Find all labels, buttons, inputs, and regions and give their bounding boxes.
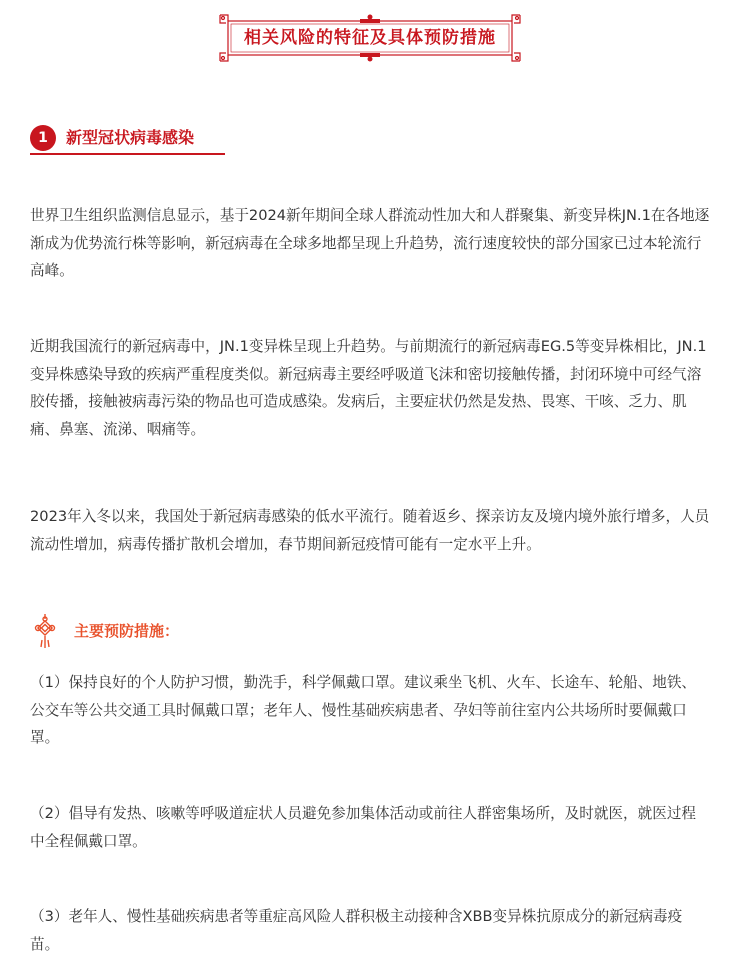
prevention-item-2: （2）倡导有发热、咳嗽等呼吸道症状人员避免参加集体活动或前往人群密集场所，及时就医，就医过程中全程佩戴口罩。 (30, 805, 697, 850)
section-heading (30, 123, 225, 157)
prevention-item-3: （3）老年人、慢性基础疾病患者等重症高风险人群积极主动接种含XBB变异株抗原成分的新冠病毒疫苗。 (30, 908, 683, 953)
prevention-title: 主要预防措施： (74, 622, 180, 640)
section-underline (30, 153, 225, 155)
header-banner (218, 13, 522, 63)
paragraph-who-monitoring: 世界卫生组织监测信息显示，基于2024新年期间全球人群流动性加大和人群聚集、新变异株JN.1在各地逐渐成为优势流行株等影响，新冠病毒在全球多地都呈现上升趋势，流行速度较快的部分国家已过本轮流行高峰。 (30, 207, 710, 279)
chinese-knot-icon (34, 614, 56, 648)
section-number-badge: 1 (30, 125, 56, 151)
prevention-heading (34, 614, 334, 648)
section-title: 新型冠状病毒感染 (66, 128, 195, 147)
paragraph-jn1-variant: 近期我国流行的新冠病毒中，JN.1变异株呈现上升趋势。与前期流行的新冠病毒EG.5等变异株相比，JN.1变异株感染导致的疾病严重程度类似。新冠病毒主要经呼吸道飞沫和密切接触传播，封闭环境中可经气溶胶传播，接触被病毒污染的物品也可造成感染。发病后，主要症状仍然是发热、畏寒、干咳、乏力、肌痛、鼻塞、流涕、咽痛等。 (30, 338, 707, 438)
prevention-item-1: （1）保持良好的个人防护习惯，勤洗手，科学佩戴口罩。建议乘坐飞机、火车、长途车、轮船、地铁、公交车等公共交通工具时佩戴口罩；老年人、慢性基础疾病患者、孕妇等前往室内公共场所时要佩戴口罩。 (30, 674, 697, 746)
paragraph-winter-trend: 2023年入冬以来，我国处于新冠病毒感染的低水平流行。随着返乡、探亲访友及境内境外旅行增多，人员流动性增加，病毒传播扩散机会增加，春节期间新冠疫情可能有一定水平上升。 (30, 508, 710, 553)
page-title: 相关风险的特征及具体预防措施 (244, 28, 496, 48)
